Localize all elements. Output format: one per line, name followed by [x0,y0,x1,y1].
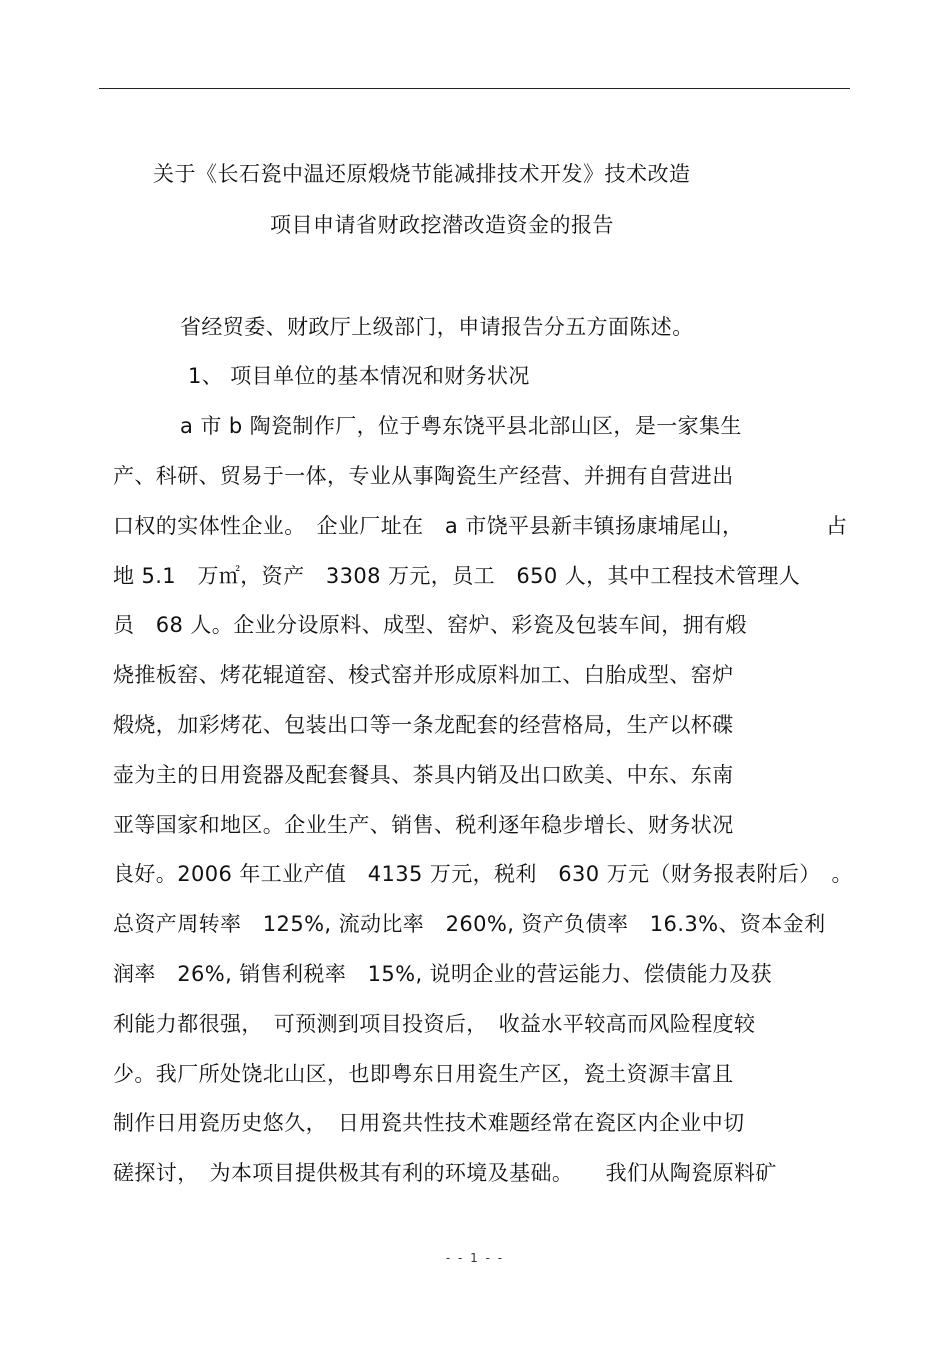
document-title-line-1: 关于《长石瓷中温还原煅烧节能减排技术开发》技术改造 [153,162,691,186]
body-line-9: 亚等国家和地区。企业生产、销售、税利逐年稳步增长、财务状况 [113,813,734,837]
body-line-5: 员 68 人。企业分设原料、成型、窑炉、彩瓷及包装车间，拥有煅 [113,613,747,637]
body-line-16: 磋探讨， 为本项目提供极其有利的环境及基础。 我们从陶瓷原料矿 [113,1161,777,1185]
body-line-11: 总资产周转率 125%, 流动比率 260%, 资产负债率 16.3%、资本金利 [113,912,826,936]
body-line-12: 润率 26%, 销售利税率 15%, 说明企业的营运能力、偿债能力及获 [113,962,773,986]
body-line-1: a 市 b 陶瓷制作厂，位于粤东饶平县北部山区，是一家集生 [180,414,742,438]
body-line-15: 制作日用瓷历史悠久， 日用瓷共性技术难题经常在瓷区内企业中切 [113,1111,745,1135]
header-rule [99,88,850,89]
body-line-13: 利能力都很强， 可预测到项目投资后， 收益水平较高而风险程度较 [113,1012,756,1036]
body-line-3: 口权的实体性企业。 企业厂址在 a 市饶平县新丰镇扬康埔尾山， [113,514,744,538]
body-line-4: 地 5.1 万㎡，资产 3308 万元，员工 650 人，其中工程技术管理人 [113,564,801,588]
page-number: - - 1 - - [445,1251,505,1265]
body-line-6: 烧推板窑、烤花辊道窑、梭式窑并形成原料加工、白胎成型、窑炉 [113,663,734,687]
body-line-10: 良好。2006 年工业产值 4135 万元，税利 630 万元（财务报表附后） 。 [113,862,853,886]
salutation: 省经贸委、财政厅上级部门，申请报告分五方面陈述。 [180,315,694,339]
body-line-14: 少。我厂所处饶北山区，也即粤东日用瓷生产区，瓷土资源丰富且 [113,1062,734,1086]
body-line-8: 壶为主的日用瓷器及配套餐具、茶具内销及出口欧美、中东、东南 [113,763,734,787]
section-heading: 1、 项目单位的基本情况和财务状况 [188,364,530,388]
document-title-line-2: 项目申请省财政挖潜改造资金的报告 [270,213,614,237]
body-line-3-trailing: 占 [826,514,847,538]
body-line-2: 产、科研、贸易于一体，专业从事陶瓷生产经营、并拥有自营进出 [113,464,734,488]
body-line-7: 煅烧，加彩烤花、包装出口等一条龙配套的经营格局，生产以杯碟 [113,713,734,737]
